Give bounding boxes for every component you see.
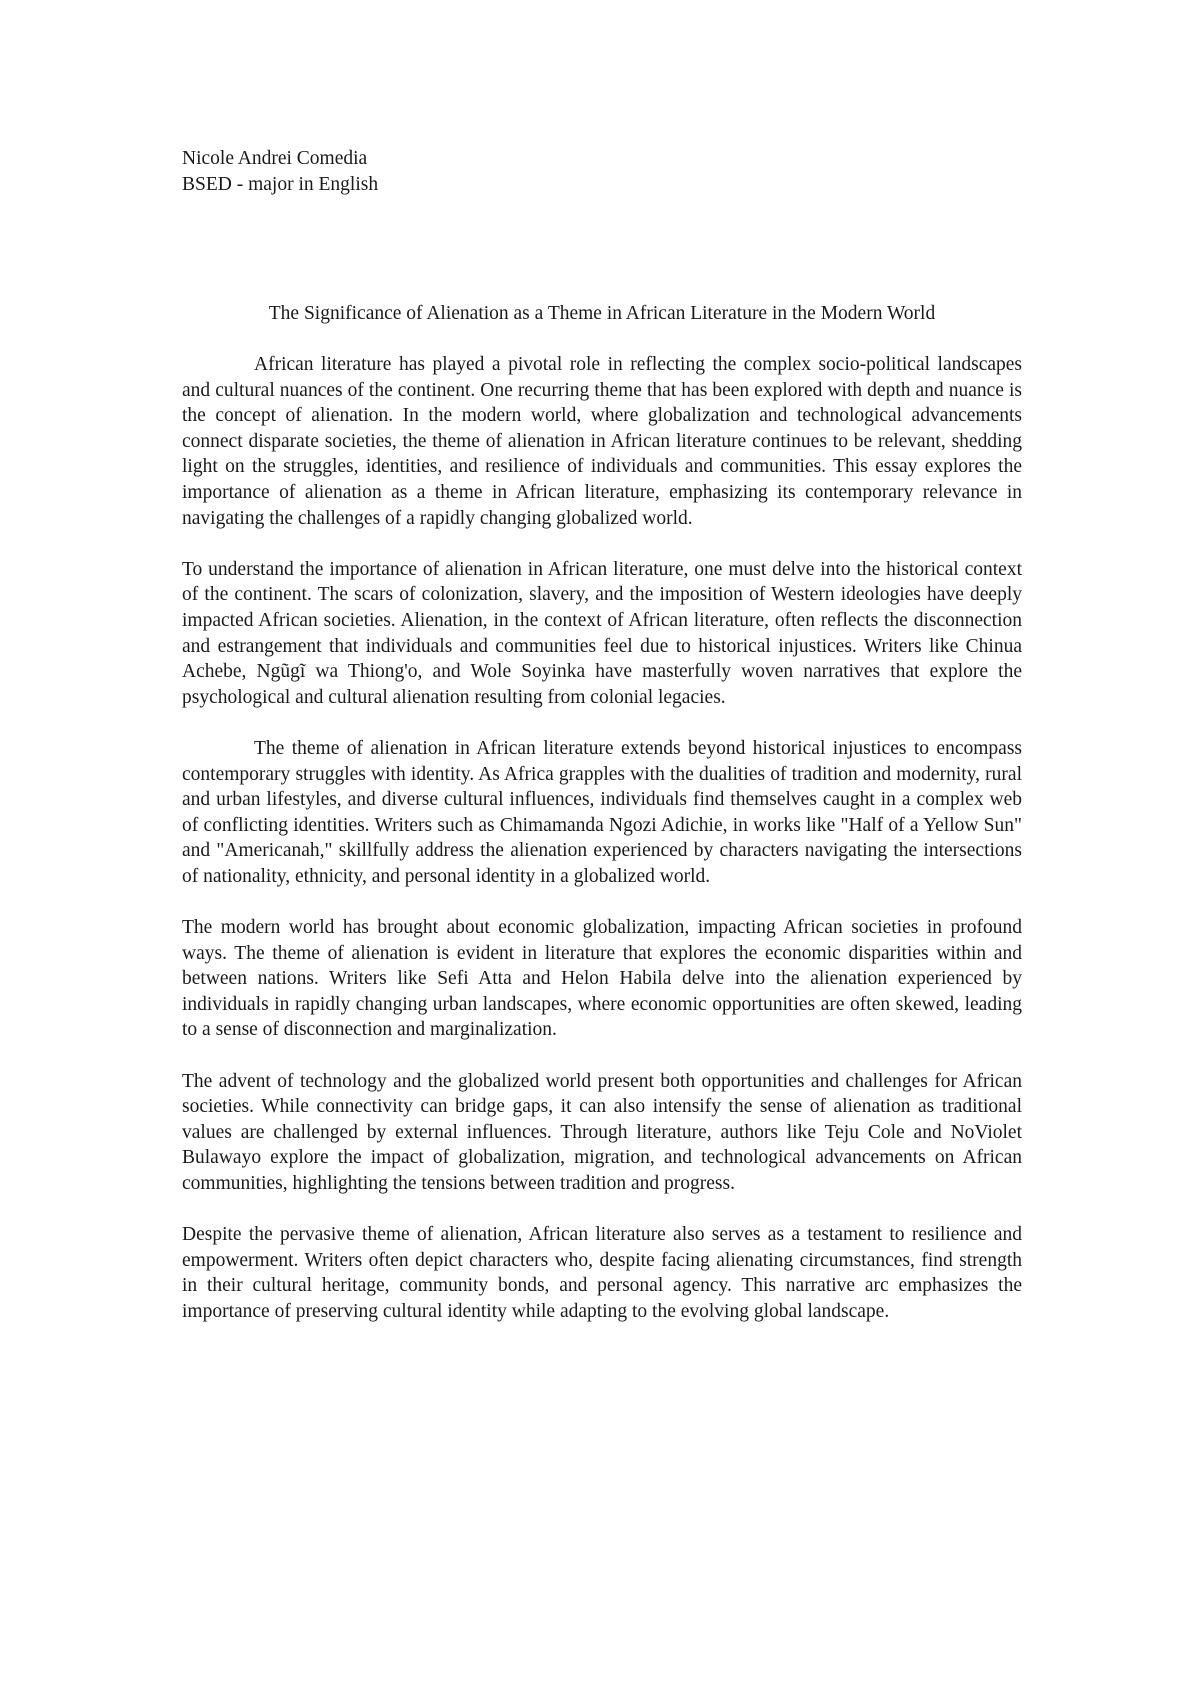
paragraph-4: The modern world has brought about economic globalization, impacting African societies in profound ways. The theme of alienation is evident in literature that explores the economic disparities within and between nations. Writers like Sefi Atta and Helon Habila delve into the alienation experienced by individuals in rapidly changing urban landscapes, where economic opportunities are often skewed, leading to a sense of disconnection and marginalization.: [182, 917, 1022, 1041]
paragraph-1: African literature has played a pivotal role in reflecting the complex socio-political landscapes and cultural nuances of the continent. One recurring theme that has been explored with depth and nuance is the concept of alienation. In the modern world, where globalization and technological advancements connect disparate societies, the theme of alienation in African literature continues to be relevant, shedding light on the struggles, identities, and resilience of individuals and communities. This essay explores the importance of alienation as a theme in African literature, emphasizing its contemporary relevance in navigating the challenges of a rapidly changing globalized world.: [182, 354, 1022, 529]
document-page: [182, 0, 1022, 1696]
essay-body: [182, 352, 1022, 1350]
paragraph-3: The theme of alienation in African literature extends beyond historical injustices to encompass contemporary struggles with identity. As Africa grapples with the dualities of tradition and modernity, rural and urban lifestyles, and diverse cultural influences, individuals find themselves caught in a complex web of conflicting identities. Writers such as Chimamanda Ngozi Adichie, in works like "Half of a Yellow Sun" and "Americanah," skillfully address the alienation experienced by characters navigating the intersections of nationality, ethnicity, and personal identity in a globalized world.: [182, 737, 1022, 887]
author-program: BSED - major in English: [182, 174, 379, 195]
author-name: Nicole Andrei Comedia: [182, 148, 368, 169]
paragraph-5: The advent of technology and the globalized world present both opportunities and challenges for African societies. While connectivity can bridge gaps, it can also intensify the sense of alienation as traditional values are challenged by external influences. Through literature, authors like Teju Cole and NoViolet Bulawayo explore the impact of globalization, migration, and technological advancements on African communities, highlighting the tensions between tradition and progress.: [182, 1070, 1022, 1194]
paragraph-2: To understand the importance of alienation in African literature, one must delve into the historical context of the continent. The scars of colonization, slavery, and the imposition of Western ideologies have deeply impacted African societies. Alienation, in the context of African literature, often reflects the disconnection and estrangement that individuals and communities feel due to historical injustices. Writers like Chinua Achebe, Ngũgĩ wa Thiong'o, and Wole Soyinka have masterfully woven narratives that explore the psychological and cultural alienation resulting from colonial legacies.: [182, 558, 1022, 708]
paragraph-6: Despite the pervasive theme of alienation, African literature also serves as a testament to resilience and empowerment. Writers often depict characters who, despite facing alienating circumstances, find strength in their cultural heritage, community bonds, and personal agency. This narrative arc emphasizes the importance of preserving cultural identity while adapting to the evolving global landscape.: [182, 1224, 1022, 1322]
author-block: [182, 146, 378, 198]
document-title: The Significance of Alienation as a Theme in African Literature in the Modern World: [268, 303, 936, 324]
